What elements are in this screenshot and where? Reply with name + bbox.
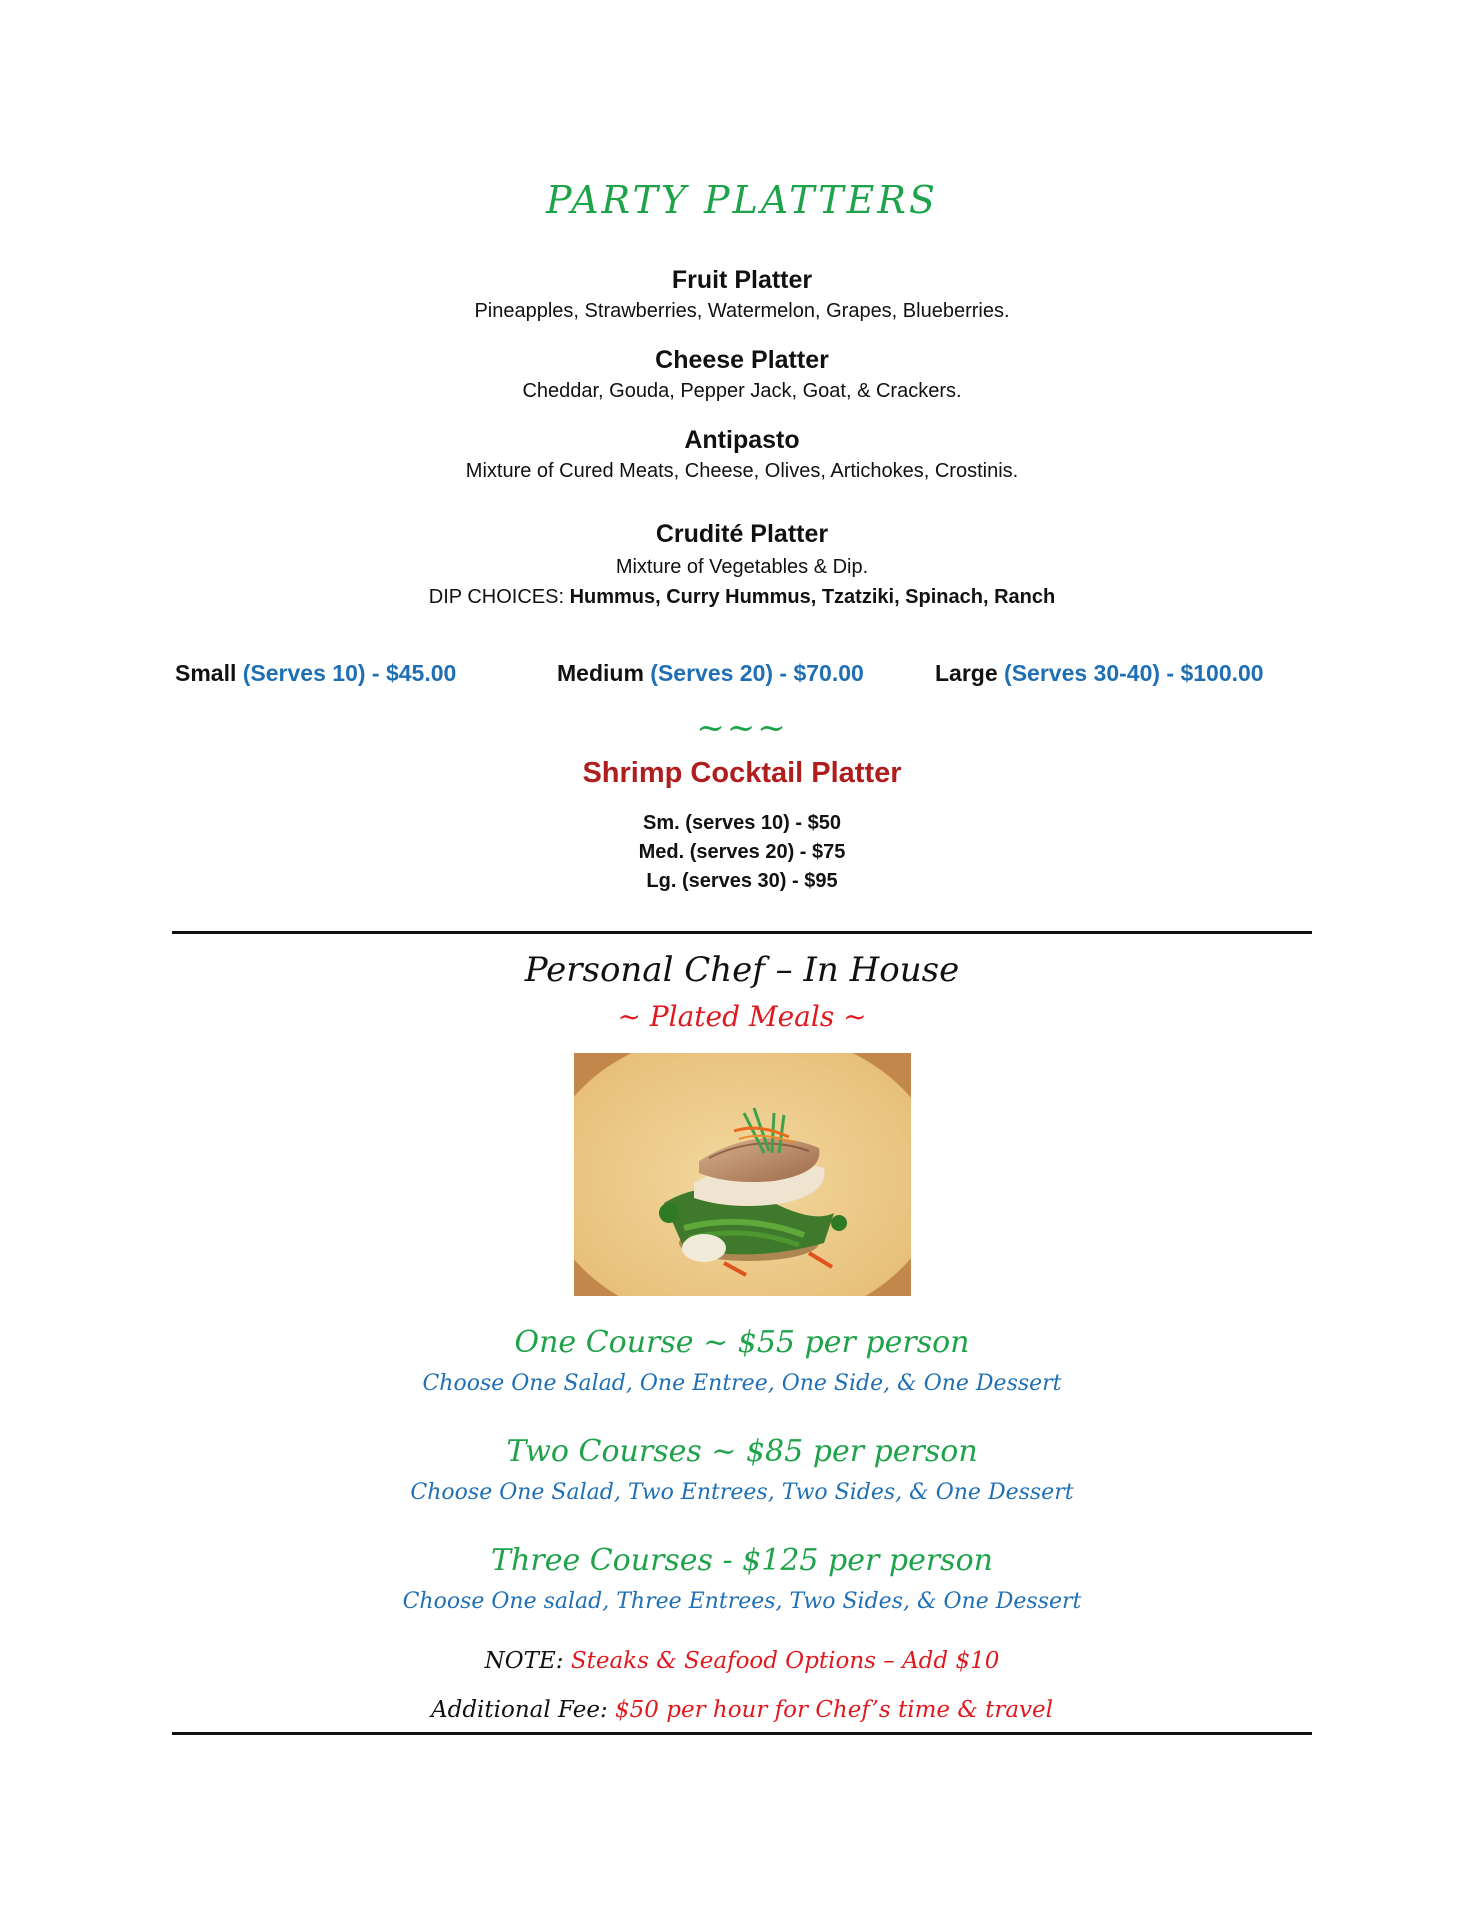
note-text: Steaks & Seafood Options – Add $10 <box>570 1648 1000 1674</box>
size-small-label: Small <box>175 660 237 686</box>
shrimp-cocktail-title: Shrimp Cocktail Platter <box>582 757 902 789</box>
shrimp-size-medium: Med. (serves 20) - $75 <box>638 841 846 863</box>
size-medium-label: Medium <box>557 660 644 686</box>
course-three-title: Three Courses - $125 per person <box>491 1543 993 1578</box>
size-small-price: (Serves 10) - $45.00 <box>242 660 457 686</box>
note-label: NOTE: <box>484 1648 571 1674</box>
size-medium-price: (Serves 20) - $70.00 <box>650 660 864 686</box>
antipasto-name: Antipasto <box>684 426 800 454</box>
fruit-platter-name: Fruit Platter <box>671 266 813 294</box>
crudite-platter-name: Crudité Platter <box>655 520 829 548</box>
course-one-desc: Choose One Salad, One Entree, One Side, & One Dessert <box>422 1371 1062 1396</box>
size-small <box>175 660 456 687</box>
cheese-platter-name: Cheese Platter <box>655 346 829 374</box>
divider-top <box>172 931 1312 934</box>
size-large-label: Large <box>935 660 998 686</box>
tilde-separator: ~~~ <box>696 708 788 748</box>
plated-meal-photo <box>574 1053 911 1296</box>
antipasto-desc: Mixture of Cured Meats, Cheese, Olives, Artichokes, Crostinis. <box>465 460 1019 482</box>
size-large <box>935 660 1264 687</box>
course-two-title: Two Courses ~ $85 per person <box>506 1434 978 1469</box>
course-three-desc: Choose One salad, Three Entrees, Two Sides, & One Dessert <box>402 1589 1082 1614</box>
note-line <box>0 1648 1484 1674</box>
party-platters-title: PARTY PLATTERS <box>546 178 938 222</box>
shrimp-size-large: Lg. (serves 30) - $95 <box>646 870 838 892</box>
fee-text: $50 per hour for Chef’s time & travel <box>615 1697 1054 1723</box>
size-large-price: (Serves 30-40) - $100.00 <box>1004 660 1264 686</box>
fee-label: Additional Fee: <box>430 1697 616 1723</box>
plated-meals-subtitle: ~ Plated Meals ~ <box>617 1000 867 1033</box>
size-medium <box>557 660 864 687</box>
personal-chef-title: Personal Chef – In House <box>524 950 960 990</box>
fruit-platter-desc: Pineapples, Strawberries, Watermelon, Grapes, Blueberries. <box>474 300 1010 322</box>
dip-choices-label: DIP CHOICES: <box>428 586 570 608</box>
divider-bottom <box>172 1732 1312 1735</box>
dip-choices <box>0 586 1484 609</box>
course-two-desc: Choose One Salad, Two Entrees, Two Sides, & One Dessert <box>410 1480 1074 1505</box>
shrimp-size-small: Sm. (serves 10) - $50 <box>643 812 841 834</box>
additional-fee-line <box>0 1697 1484 1723</box>
course-one-title: One Course ~ $55 per person <box>514 1325 970 1360</box>
cheese-platter-desc: Cheddar, Gouda, Pepper Jack, Goat, & Crackers. <box>522 380 962 402</box>
dip-choices-list: Hummus, Curry Hummus, Tzatziki, Spinach, Ranch <box>569 586 1056 608</box>
crudite-platter-desc: Mixture of Vegetables & Dip. <box>615 556 869 578</box>
